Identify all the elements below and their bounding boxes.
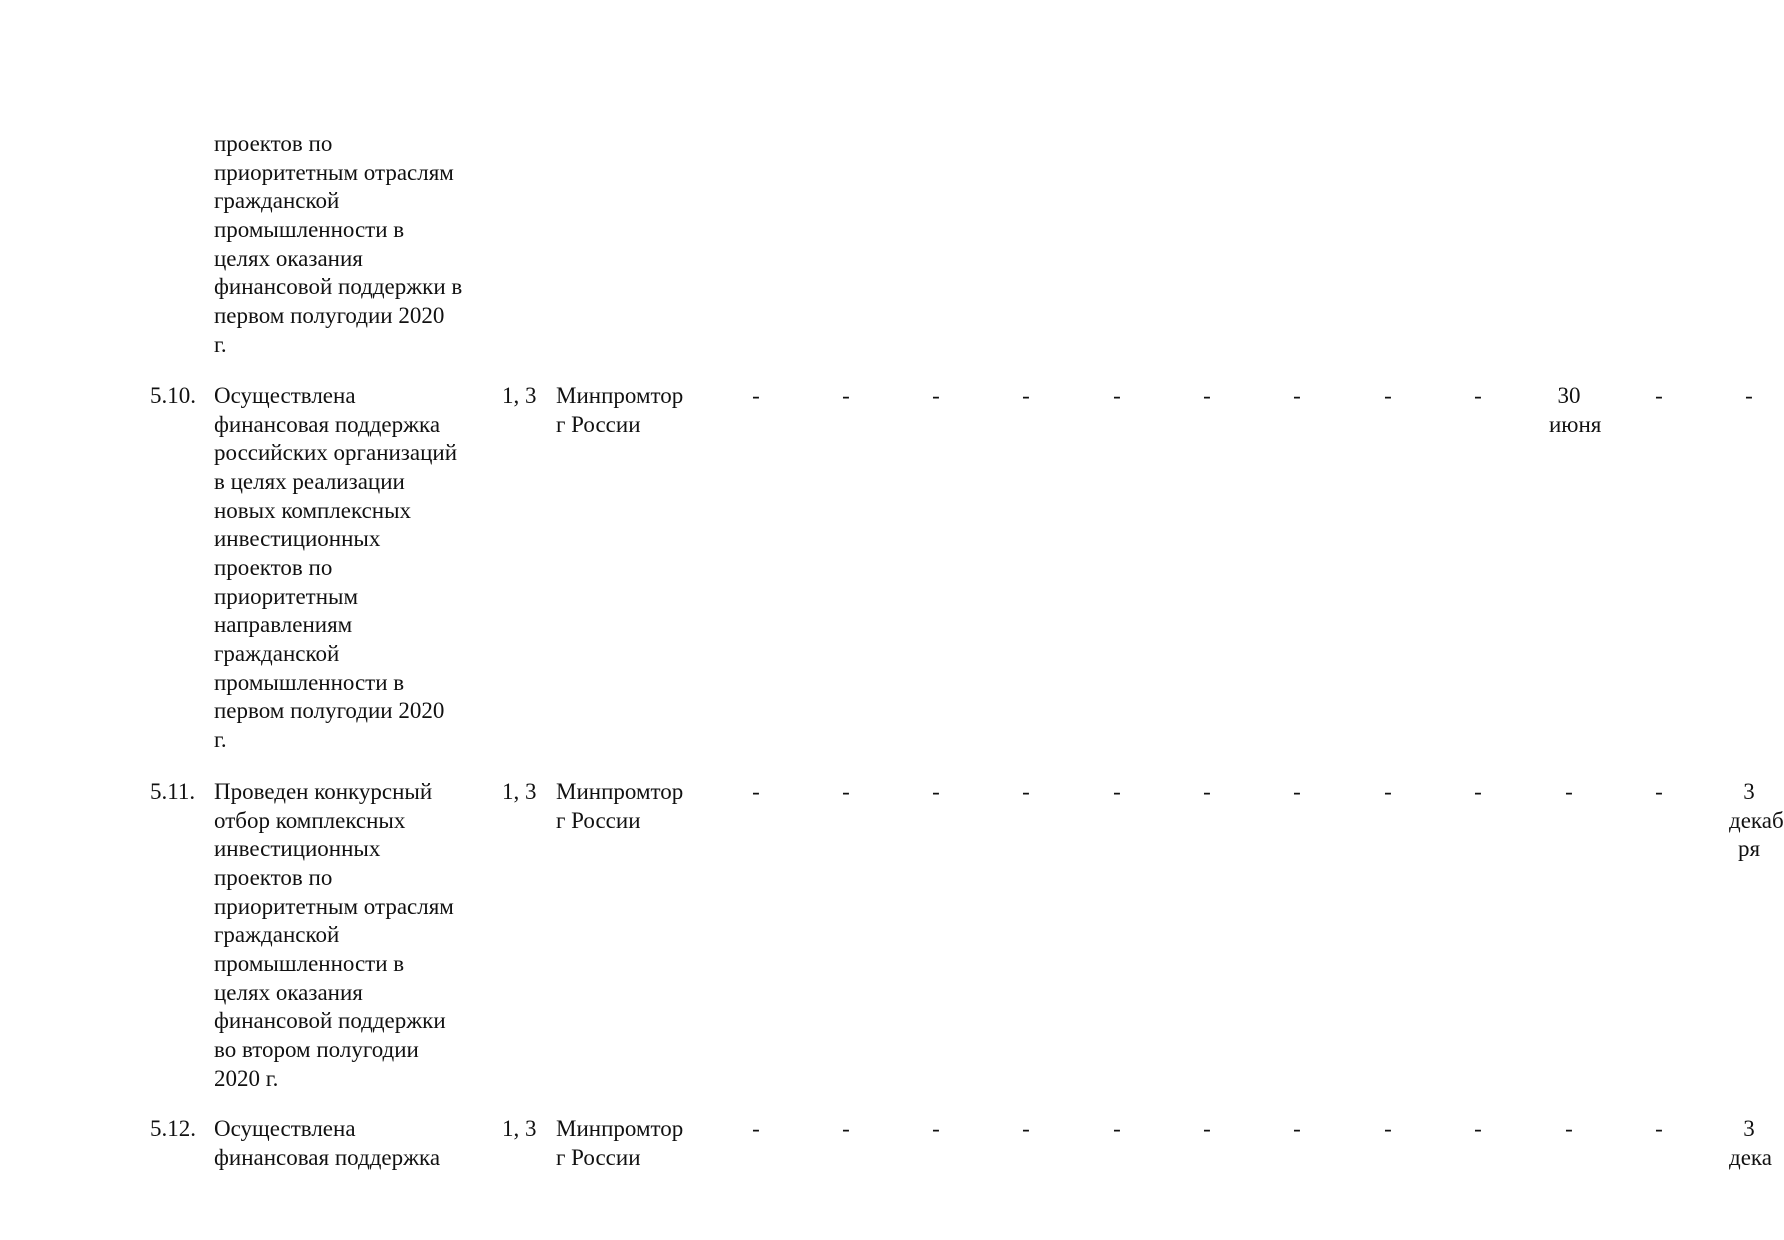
row-description-line: финансовая поддержка bbox=[214, 412, 441, 437]
period-mark: - bbox=[1384, 779, 1392, 804]
period-mark: - bbox=[1384, 1116, 1392, 1141]
row-reference: 1, 3 bbox=[502, 1116, 537, 1141]
period-mark: - bbox=[1022, 779, 1030, 804]
row-number: 5.12. bbox=[150, 1116, 196, 1141]
row-executor-line: Минпромтор bbox=[556, 779, 684, 804]
row-description-line: гражданской bbox=[214, 641, 340, 666]
row-description-line: новых комплексных bbox=[214, 498, 412, 523]
row-reference: 1, 3 bbox=[502, 779, 537, 804]
period-mark: июня bbox=[1549, 411, 1602, 437]
row-description-line: гражданской bbox=[214, 922, 340, 947]
continuation-line: первом полугодии 2020 bbox=[214, 303, 445, 328]
row-description-line: проектов по bbox=[214, 865, 333, 890]
row-number: 5.10. bbox=[150, 383, 196, 408]
period-mark: - bbox=[1655, 383, 1663, 408]
row-description-line: г. bbox=[214, 727, 227, 752]
row-description-line: проектов по bbox=[214, 555, 333, 580]
period-mark: - bbox=[1022, 1116, 1030, 1141]
period-mark: - bbox=[1565, 779, 1573, 804]
period-mark: - bbox=[1203, 383, 1211, 408]
row-description-line: во втором полугодии bbox=[214, 1037, 419, 1062]
period-mark: - bbox=[1113, 383, 1121, 408]
row-description-line: промышленности в bbox=[214, 670, 405, 695]
period-mark: - bbox=[1745, 383, 1753, 408]
row-number: 5.11. bbox=[150, 779, 196, 804]
row-executor-line: г России bbox=[556, 1145, 641, 1170]
period-mark: - bbox=[1113, 779, 1121, 804]
row-description-line: инвестиционных bbox=[214, 836, 381, 861]
period-mark: - bbox=[1113, 1116, 1121, 1141]
period-mark: - bbox=[1293, 1116, 1301, 1141]
row-executor-line: г России bbox=[556, 808, 641, 833]
period-mark: - bbox=[932, 1116, 940, 1141]
row-description-line: приоритетным bbox=[214, 584, 359, 609]
row-description-line: целях оказания bbox=[214, 980, 363, 1005]
row-description-line: инвестиционных bbox=[214, 526, 381, 551]
period-mark: - bbox=[932, 779, 940, 804]
period-mark: - bbox=[752, 383, 760, 408]
row-description-line: направлениям bbox=[214, 612, 353, 637]
continuation-line: приоритетным отраслям bbox=[214, 160, 454, 185]
period-mark: - bbox=[932, 383, 940, 408]
period-mark: - bbox=[1203, 779, 1211, 804]
period-mark: 3 bbox=[1743, 779, 1755, 804]
row-description-line: российских организаций bbox=[214, 440, 458, 465]
period-mark: дека bbox=[1729, 1144, 1772, 1170]
row-description-line: финансовая поддержка bbox=[214, 1145, 441, 1170]
period-mark: - bbox=[842, 779, 850, 804]
row-description-line: 2020 г. bbox=[214, 1066, 279, 1091]
period-mark: декаб bbox=[1729, 807, 1784, 833]
period-mark: - bbox=[842, 1116, 850, 1141]
row-executor-line: Минпромтор bbox=[556, 1116, 684, 1141]
period-mark: - bbox=[1293, 383, 1301, 408]
period-mark: - bbox=[1655, 779, 1663, 804]
continuation-line: гражданской bbox=[214, 188, 340, 213]
period-mark: - bbox=[1293, 779, 1301, 804]
row-description-line: отбор комплексных bbox=[214, 808, 406, 833]
row-description-line: финансовой поддержки bbox=[214, 1008, 446, 1033]
row-executor-line: Минпромтор bbox=[556, 383, 684, 408]
period-mark: 3 bbox=[1743, 1116, 1755, 1141]
period-mark: ря bbox=[1737, 836, 1761, 862]
continuation-line: проектов по bbox=[214, 131, 333, 156]
continuation-line: целях оказания bbox=[214, 246, 363, 271]
period-mark: - bbox=[1655, 1116, 1663, 1141]
period-mark: 30 bbox=[1557, 383, 1581, 408]
period-mark: - bbox=[1384, 383, 1392, 408]
row-description-line: первом полугодии 2020 bbox=[214, 698, 445, 723]
period-mark: - bbox=[752, 1116, 760, 1141]
continuation-line: г. bbox=[214, 332, 227, 357]
period-mark: - bbox=[1203, 1116, 1211, 1141]
row-description-line: Проведен конкурсный bbox=[214, 779, 433, 804]
period-mark: - bbox=[1022, 383, 1030, 408]
row-executor-line: г России bbox=[556, 412, 641, 437]
continuation-line: финансовой поддержки в bbox=[214, 274, 463, 299]
period-mark: - bbox=[1474, 383, 1482, 408]
period-mark: - bbox=[752, 779, 760, 804]
period-mark: - bbox=[1474, 1116, 1482, 1141]
row-description-line: приоритетным отраслям bbox=[214, 894, 454, 919]
row-reference: 1, 3 bbox=[502, 383, 537, 408]
continuation-line: промышленности в bbox=[214, 217, 405, 242]
period-mark: - bbox=[1474, 779, 1482, 804]
period-mark: - bbox=[1565, 1116, 1573, 1141]
row-description-line: промышленности в bbox=[214, 951, 405, 976]
period-mark: - bbox=[842, 383, 850, 408]
row-description-line: в целях реализации bbox=[214, 469, 405, 494]
row-description-line: Осуществлена bbox=[214, 1116, 356, 1141]
row-description-line: Осуществлена bbox=[214, 383, 356, 408]
